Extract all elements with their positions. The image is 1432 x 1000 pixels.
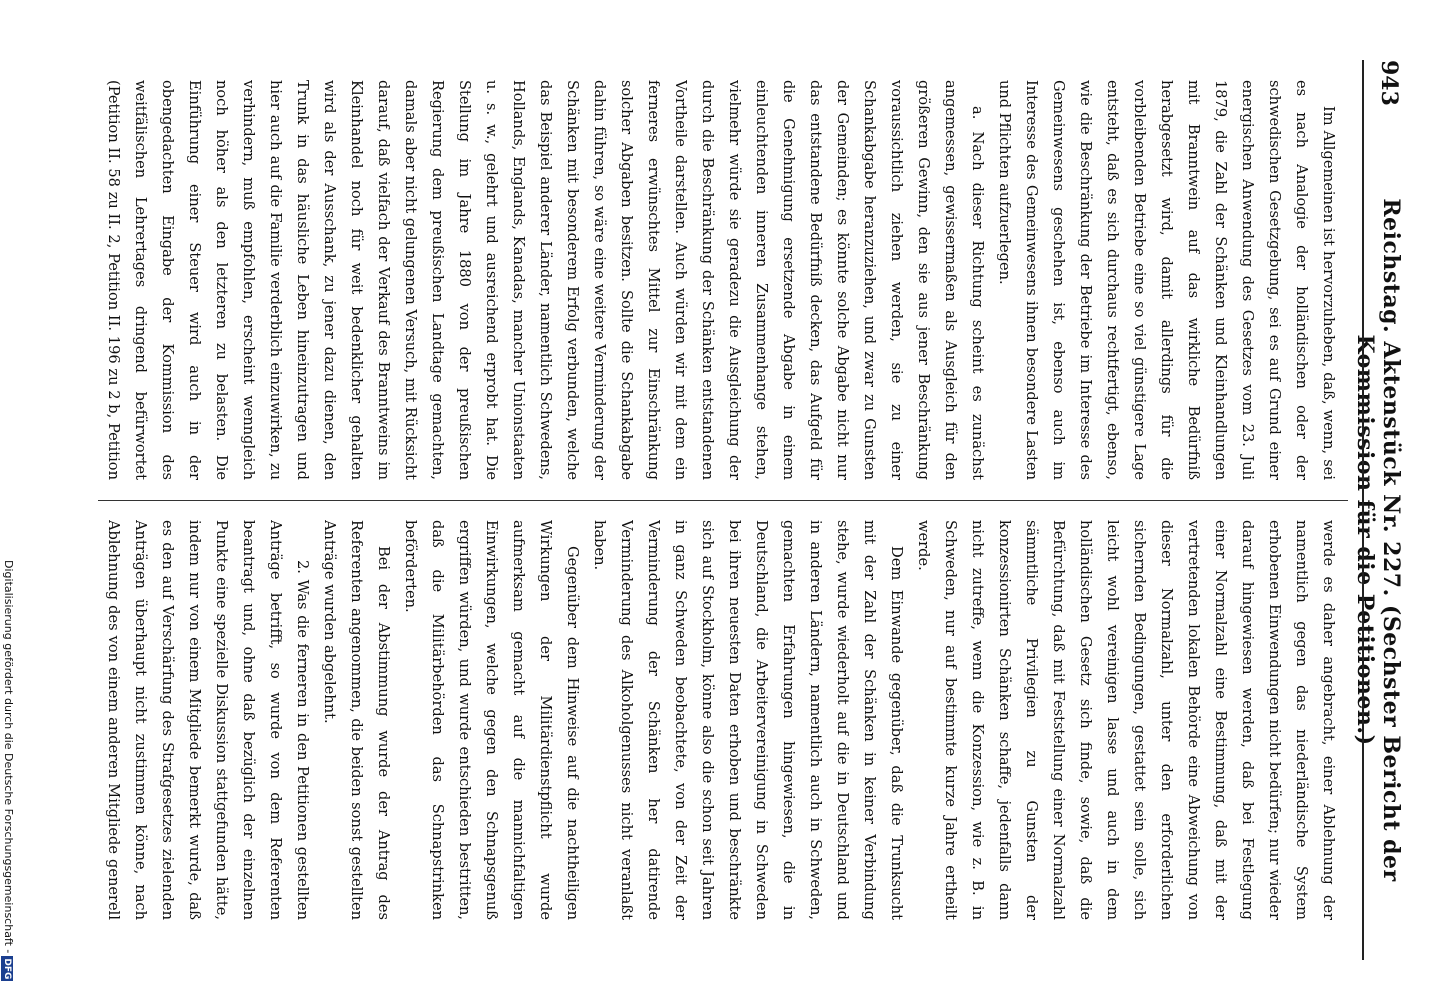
digitization-credit: [1, 560, 14, 1000]
credit-text: Digitalisierung gefördert durch die Deutsche Forschungsgemeinschaft -: [2, 560, 15, 954]
column-divider: [98, 500, 1348, 501]
header-rule: [1362, 60, 1364, 960]
left-column: [102, 80, 1342, 480]
paragraph: Im Allgemeinen ist hervorzuheben, daß, wenn, sei es nach Analogie der holländischen oder der schwedischen Gesetzgebung, sei es auf Grund einer energischen Anwendung des Gesetzes vom 23. Juli 1879, die Zahl der Schänken und Kleinhandlungen mit Branntwein auf das wirkliche Bedürfniß herabgesetzt wird, damit allerdings für die vorbleibenden Betriebe eine so viel günstigere Lage entsteht, daß es sich durchaus rechtfertigt, ebenso, wie die Beschränkung der Betriebe im Interesse des Gemeinwesens geschehen ist, ebenso auch im Interesse des Gemeinwesens ihnen besondere Lasten und Pflichten aufzuerlegen.: [996, 80, 1337, 480]
paragraph: werde es daher angebracht, einer Ablehnung der namentlich gegen das niederländische System erhobenen Einwendungen nicht bedürfen; nur wieder darauf hingewiesen werden, daß bei Festlegung einer Normalzahl eine Bestimmung, daß mit der vertretenden lokalen Behörde eine Abweichung von dieser Normalzahl, unter den erforderlichen sichernden Bedingungen, gestattet sein solle, sich leicht wohl vereinigen lasse und auch in dem holländischen Gesetz sich finde, sowie, daß die Befürchtung, daß mit Feststellung einer Normalzahl sämmtliche Privilegien zu Gunsten der konzessionirten Schänken schaffe, jedenfalls dann nicht zutreffe, wenn die Konzession, wie z. B. in Schweden, nur auf bestimmte kurze Jahre ertheilt werde.: [915, 520, 1337, 920]
running-title: Reichstag. Aktenstück Nr. 227. (Sechster Bericht der Kommission für die Petitionen.): [1352, 198, 1404, 882]
dfg-logo: DFG: [2, 958, 12, 980]
page-number: 943: [1376, 60, 1402, 106]
paragraph: a. Nach dieser Richtung scheint es zunächst angemessen, gewissermaßen als Ausgleich für den größeren Gewinn, den sie aus jener Beschränkung voraussichtlich ziehen werden, sie zu einer Schankabgabe heranzuziehen, und zwar zu Gunsten der Gemeinden; es könnte solche Abgabe nicht nur das entstandene Bedürfniß decken, das Aufgeld für die Genehmigung ersetzende Abgabe in einem einleuchtenden inneren Zusammenhange stehen, vielmehr würde sie geradezu die Ausgleichung der durch die Beschränkung der Schänken entstandenen Vortheile darstellen. Auch würden wir mit dem ein ferneres erwünschtes Mittel zur Einschränkung solcher Abgaben besitzen. Sollte die Schankabgabe dahin führen, so wäre eine weitere Verminderung der Schänken mit besonderem Erfolg verbunden, welche das Beispiel anderer Länder, namentlich Schwedens, Hollands, Englands, Kanadas, mancher Unionstaaten u. s. w., gelehrt und ausreichend erprobt hat. Die Stellung im Jahre 1880 von der preußischen Regierung dem preußischen Landtage gemachten, damals aber nicht gelungenen Versuch, mit Rücksicht darauf, daß vielfach der Verkauf des Branntweins im Kleinhandel noch für weit bedenklicher gehalten wird als der Ausschank, zu jener dazu dienen, den Trunk in das häusliche Leben hineinzutragen und hier auch auf die Familie verderblich einzuwirken, zu verhindern, muß empfohlen, erscheint wenngleich noch höher als den letzteren zu belasten. Die Einführung einer Steuer wird auch in der obengedachten Eingabe der Kommission des weitfälischen Lehrertages dringend befürwortet (Petition II. 58 zu II. 2, Petition II. 196 zu 2 b, Petition: [105, 80, 986, 480]
paragraph: 2. Was die ferneren in den Petitionen gestellten Anträge betrifft, so wurde von dem Referenten beantragt und, ohne daß bezüglich der einzelnen Punkte eine spezielle Diskussion stattgefunden hätte, indem nur von einem Mitgliede bemerkt wurde, daß es den auf Verschärfung des Strafgesetzes zielenden Anträgen überhaupt nicht zustimmen könne, nach Ablehnung des von einem anderen Mitgliede generell: [105, 520, 311, 920]
right-column: [102, 520, 1342, 920]
paragraph: Gegenüber dem Hinweise auf die nachtheiligen Wirkungen der Militärdienstpflicht wurde aufmerksam gemacht auf die mannichfaltigen Einwirkungen, welche gegen den Schnapsgenuß ergriffen würden, und wurde entschieden bestritten, daß die Militärbehörden das Schnapstrinken beförderten.: [402, 520, 581, 920]
page-header: [1352, 0, 1432, 1000]
paragraph: Dem Einwande gegenüber, daß die Trunksucht mit der Zahl der Schänken in keiner Verbindung stehe, wurde wiederholt auf die in Deutschland und in anderen Ländern, namentlich auch in Schweden, gemachten Erfahrungen hingewiesen, die in Deutschland, die Arbeitervereinigung in Schweden bei ihren neuesten Daten erhoben und beschränkte sich auf Stockholm, könne also die schon seit Jahren in ganz Schweden beobachtete, von der Zeit der Verminderung der Schänken her datirende Verminderung des Alkoholgenusses nicht veranlaßt haben.: [591, 520, 905, 920]
paragraph: Bei der Abstimmung wurde der Antrag des Referenten angenommen, die beiden sonst gestellten Anträge wurden abgelehnt.: [321, 520, 392, 920]
